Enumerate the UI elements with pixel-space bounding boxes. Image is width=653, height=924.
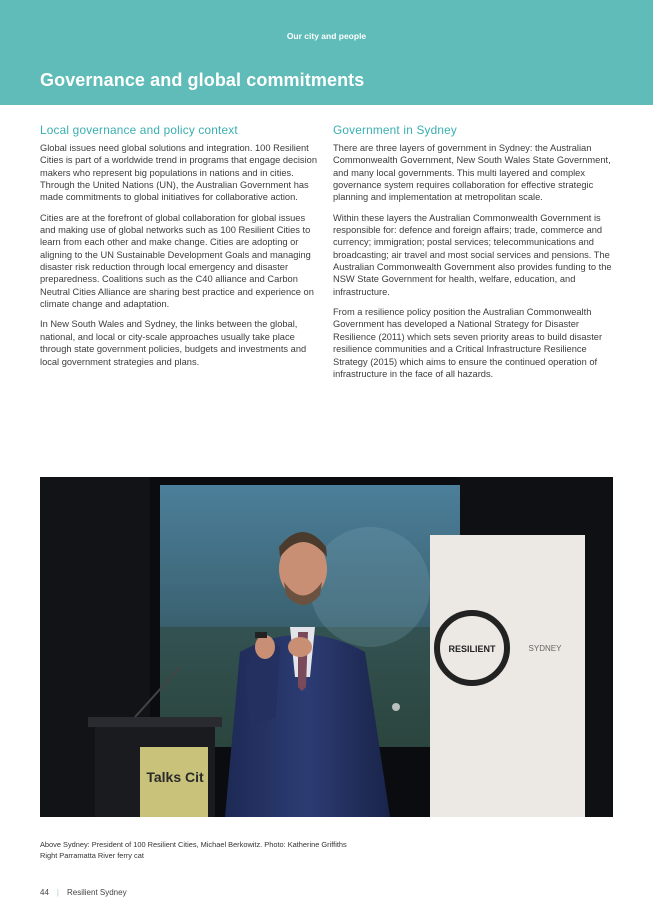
- right-paragraph-2: Within these layers the Australian Commonwealth Government is responsible for: defence and foreign affairs; trade, commerce and currency; immigration; postal services; telecommunications and broadcasting; air travel and most social services and pensions. The Australian Commonwealth Government also provides funding to the NSW State Government for health, welfare, education, and infrastructure.: [333, 212, 612, 297]
- podium-text: Talks Cit: [146, 769, 204, 785]
- photo-caption: [40, 839, 347, 861]
- header-band: [0, 0, 653, 105]
- banner-right-text: SYDNEY: [528, 644, 562, 653]
- speaker-photo: [40, 477, 613, 817]
- left-column: [40, 123, 320, 376]
- caption-line-2: Right Parramatta River ferry cat: [40, 851, 144, 860]
- footer-divider: |: [56, 888, 59, 897]
- left-column-heading: Local governance and policy context: [40, 123, 238, 137]
- caption-line-1: Above Sydney: President of 100 Resilient Cities, Michael Berkowitz. Photo: Katherine Griffiths: [40, 840, 347, 849]
- right-paragraph-1: There are three layers of government in Sydney: the Australian Commonwealth Government, New South Wales State Government, and many local governments. This multi layered and complex governance system requires collaboration for effective strategic planning and implementation at metropolitan scale.: [333, 143, 611, 203]
- left-paragraph-2: Cities are at the forefront of global collaboration for global issues and making use of global networks such as 100 Resilient Cities to learn from each other and make change. Cities are adopting or aligning to the UN Sustainable Development Goals and managing disaster risk reduction through local emergency and disaster preparedness. Coalitions such as the C40 alliance and Carbon Neutral Cities Alliance are sharing best practice and experience on climate change and adaptation.: [40, 212, 314, 310]
- publication-name: Resilient Sydney: [66, 888, 127, 897]
- right-paragraph-3: From a resilience policy position the Australian Commonwealth Government has developed a National Strategy for Disaster Resilience (2011) which sets seven priority areas to build disaster resilience communities and a Critical Infrastructure Resilience Strategy (2015) which aims to ensure the continued operation of infrastructure in the face of all hazards.: [333, 307, 603, 379]
- right-column: [333, 123, 613, 388]
- page-number: 44: [40, 888, 49, 897]
- left-paragraph-3: In New South Wales and Sydney, the links between the global, national, and local or city-scale approaches usually take place through state government policies, budgets and investments and local government strategies and plans.: [40, 319, 307, 367]
- page-title: Governance and global commitments: [40, 70, 365, 90]
- section-tag: Our city and people: [286, 31, 367, 41]
- right-column-heading: Government in Sydney: [333, 123, 457, 137]
- left-paragraph-1: Global issues need global solutions and integration. 100 Resilient Cities is part of a worldwide trend in programs that engage decision makers who represent big populations in nations and in cities. Through the United Nations (UN), the Australian Government has made commitments to global initiatives for collaborative action.: [40, 143, 317, 203]
- banner-left-text: RESILIENT: [448, 644, 496, 654]
- page-footer: [40, 888, 127, 897]
